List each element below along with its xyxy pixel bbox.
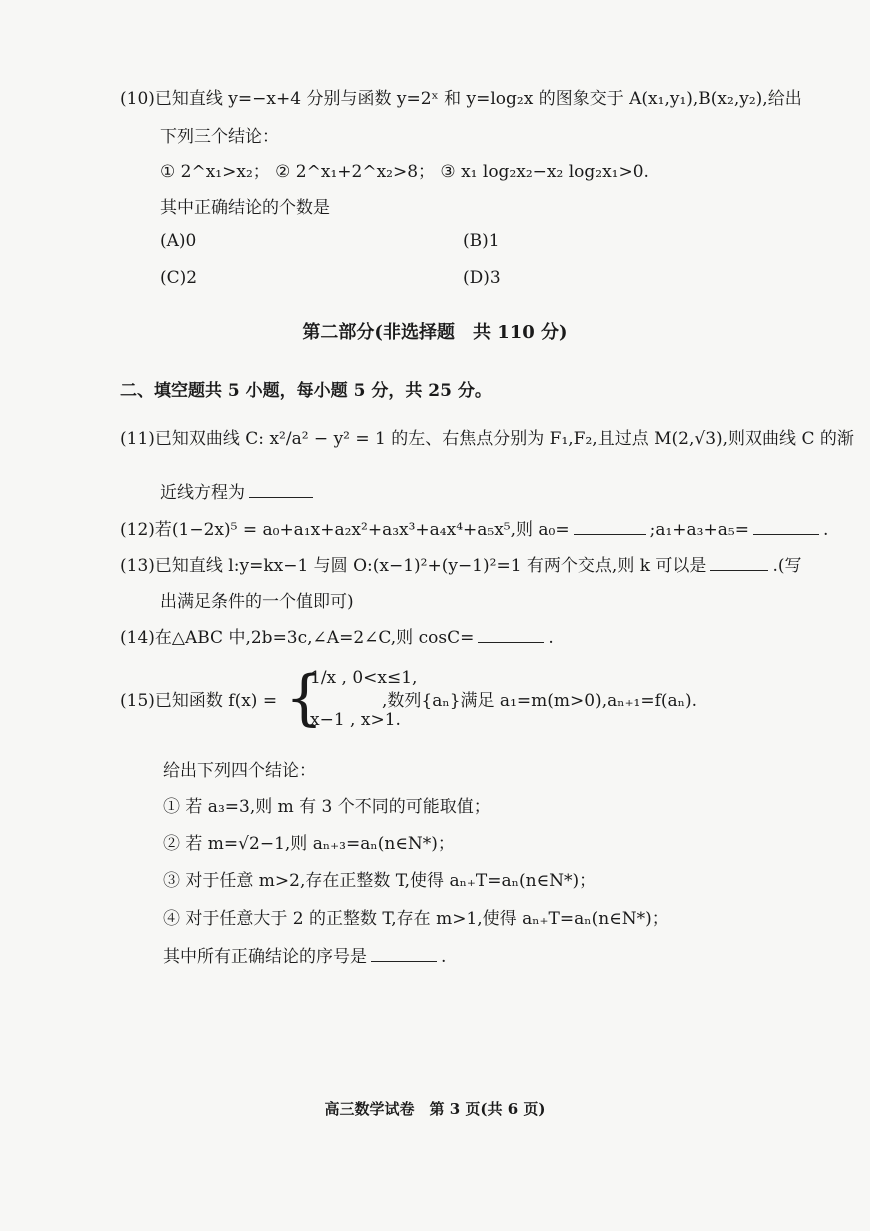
- page-footer: 高三数学试卷 第 3 页(共 6 页): [324, 1100, 546, 1118]
- q15-end: .: [441, 947, 447, 967]
- q13-line1: [120, 551, 801, 576]
- q12-text: (12)若(1−2x)⁵ = a₀+a₁x+a₂x²+a₃x³+a₄x⁴+a₅x⁵,则 a₀=: [120, 520, 570, 540]
- q15-conclusion-2: ② 若 m=√2−1,则 aₙ₊₃=aₙ(n∈N*)；: [163, 834, 455, 854]
- q12-blank-sum[interactable]: [753, 520, 819, 535]
- q12-blank-a0[interactable]: [574, 520, 646, 535]
- q12-end: .: [822, 520, 829, 540]
- q14-line: [120, 623, 554, 648]
- q15-conclusion-3: ③ 对于任意 m>2,存在正整数 T,使得 aₙ₊T=aₙ(n∈N*)；: [163, 871, 597, 891]
- q11-line2-text: 近线方程为: [160, 483, 245, 503]
- q13-line1-end: .(写: [772, 556, 802, 576]
- q15-function-block: [120, 658, 800, 738]
- q12-line: [120, 515, 828, 540]
- q10-option-a: (A)0: [160, 231, 197, 251]
- q15-conclusion-1: ① 若 a₃=3,则 m 有 3 个不同的可能取值；: [163, 797, 491, 817]
- q15-case1: 1/x , 0<x≤1,: [310, 668, 418, 688]
- q10-conclusions: ① 2^x₁>x₂； ② 2^x₁+2^x₂>8； ③ x₁ log₂x₂−x₂ log₂x₁>0.: [160, 162, 649, 182]
- q12-mid: ;a₁+a₃+a₅=: [649, 520, 749, 540]
- q15-case2: x−1 , x>1.: [310, 710, 401, 730]
- q10-question: 其中正确结论的个数是: [160, 198, 330, 218]
- q14-answer-blank[interactable]: [478, 628, 544, 643]
- q15-question-text: 其中所有正确结论的序号是: [163, 947, 367, 967]
- q15-conclusion-4: ④ 对于任意大于 2 的正整数 T,存在 m>1,使得 aₙ₊T=aₙ(n∈N*)；: [163, 909, 669, 929]
- q10-line2: 下列三个结论：: [160, 127, 279, 147]
- q14-text: (14)在△ABC 中,2b=3c,∠A=2∠C,则 cosC=: [120, 628, 475, 648]
- q10-option-c: (C)2: [160, 268, 198, 288]
- q15-intro: 给出下列四个结论：: [163, 761, 316, 781]
- q14-end: .: [548, 628, 554, 648]
- q11-line1: (11)已知双曲线 C: x²/a² − y² = 1 的左、右焦点分别为 F₁,F₂,且过点 M(2,√3),则双曲线 C 的渐: [120, 429, 854, 449]
- q15-brace: {: [285, 663, 324, 733]
- q10-option-d: (D)3: [463, 268, 501, 288]
- part2-title: 第二部分(非选择题 共 110 分): [302, 322, 568, 343]
- q15-question: [163, 942, 446, 967]
- q11-line2: [160, 478, 317, 503]
- section2-title: 二、填空题共 5 小题，每小题 5 分，共 25 分。: [120, 381, 492, 401]
- q11-answer-blank[interactable]: [249, 483, 313, 498]
- q15-answer-blank[interactable]: [371, 947, 437, 962]
- q13-answer-blank[interactable]: [710, 556, 768, 571]
- q13-text: (13)已知直线 l:y=kx−1 与圆 O:(x−1)²+(y−1)²=1 有两个交点,则 k 可以是: [120, 556, 707, 576]
- q15-prefix: (15)已知函数 f(x) =: [120, 691, 278, 711]
- q10-line1: (10)已知直线 y=−x+4 分别与函数 y=2ˣ 和 y=log₂x 的图象交于 A(x₁,y₁),B(x₂,y₂),给出: [120, 89, 802, 109]
- q10-option-b: (B)1: [463, 231, 500, 251]
- q13-line2: 出满足条件的一个值即可): [160, 592, 354, 612]
- q15-suffix: ,数列{aₙ}满足 a₁=m(m>0),aₙ₊₁=f(aₙ).: [382, 691, 698, 711]
